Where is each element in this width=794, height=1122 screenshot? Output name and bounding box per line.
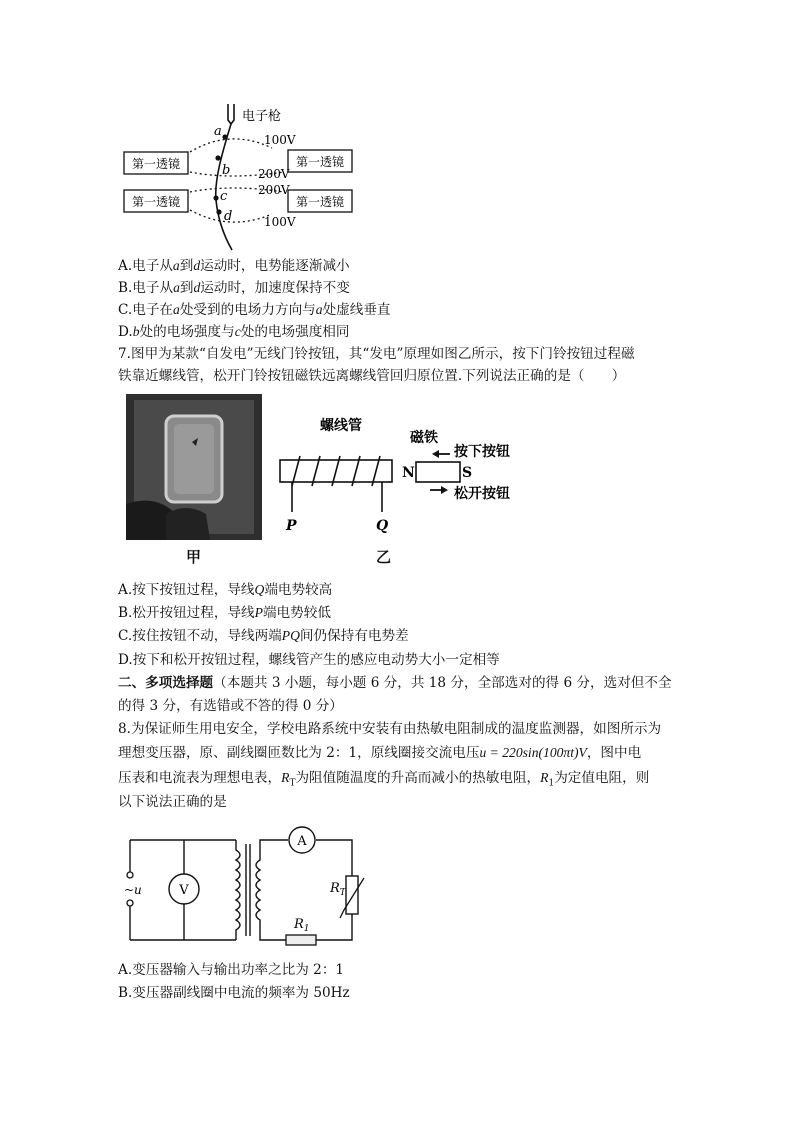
release-button-label: 松开按钮 bbox=[454, 486, 510, 502]
coil-magnet-figure bbox=[270, 400, 540, 536]
magnet-label: 磁铁 bbox=[410, 430, 438, 446]
q6-option-a: A.电子从a到d运动时，电势能逐渐减小 bbox=[118, 258, 350, 274]
point-d-label: d bbox=[224, 209, 233, 224]
voltage-200-upper: 200V bbox=[258, 167, 290, 181]
point-b-label: b bbox=[222, 163, 231, 178]
q8-stem-line1: 8.为保证师生用电安全，学校电路系统中安装有由热敏电阻制成的温度监测器，如图所示为 bbox=[118, 721, 662, 737]
q7-stem-line2: 铁靠近螺线管，松开门铃按钮磁铁远离螺线管回归原位置.下列说法正确的是（ ） bbox=[118, 368, 626, 384]
electron-lens-figure bbox=[118, 100, 368, 252]
lead-q-label: Q bbox=[376, 518, 389, 534]
n-pole-label: N bbox=[402, 465, 415, 481]
figure-b-caption: 乙 bbox=[376, 548, 392, 566]
voltage-200-lower: 200V bbox=[258, 183, 290, 197]
q8-option-a: A.变压器输入与输出功率之比为 2：1 bbox=[118, 962, 345, 978]
q6-option-b: B.电子从a到d运动时，加速度保持不变 bbox=[118, 280, 350, 296]
ammeter-label: A bbox=[297, 834, 307, 849]
voltage-100-bottom: 100V bbox=[264, 215, 296, 229]
doorbell-photo bbox=[126, 394, 262, 540]
section2-title: 二、多项选择题 bbox=[118, 675, 214, 691]
voltage-equation: u = 220sin(100πt)V bbox=[479, 745, 587, 760]
q7-stem-line1: 7.图甲为某款“自发电”无线门铃按钮，其“发电”原理如图乙所示，按下门铃按钮过程磁 bbox=[118, 346, 635, 362]
transformer-circuit-figure bbox=[120, 822, 370, 950]
point-c-label: c bbox=[220, 189, 228, 204]
lens-label-bottom-right: 第一透镜 bbox=[295, 195, 345, 209]
section2-heading: 二、多项选择题（本题共 3 小题，每小题 6 分，共 18 分，全部选对的得 6 分，选对但不全 bbox=[118, 675, 672, 691]
s-pole-label: S bbox=[462, 465, 473, 481]
q7-option-d: D.按下和松开按钮过程，螺线管产生的感应电动势大小一定相等 bbox=[118, 652, 500, 668]
q7-option-b: B.松开按钮过程，导线P端电势较低 bbox=[118, 605, 331, 621]
lens-label-bottom-left: 第一透镜 bbox=[131, 195, 181, 209]
point-a-label: a bbox=[214, 124, 222, 139]
section2-desc: 的得 3 分，有选错或不答的得 0 分） bbox=[118, 698, 343, 714]
source-label: ~u bbox=[124, 883, 142, 897]
q8-stem-line4: 以下说法正确的是 bbox=[118, 794, 227, 810]
q7-option-c: C.按住按钮不动，导线两端PQ间仍保持有电势差 bbox=[118, 628, 409, 644]
voltage-100-top: 100V bbox=[264, 133, 296, 147]
q8-stem-line3: 压表和电流表为理想电表，$R_T$为阻值随温度的升高而减小的热敏电阻，$R_1$为定值电阻，则 bbox=[118, 770, 650, 789]
resistor-label: $R_1$ bbox=[294, 917, 310, 934]
lens-label-top-left: 第一透镜 bbox=[131, 157, 181, 171]
q7-option-a: A.按下按钮过程，导线Q端电势较高 bbox=[118, 582, 333, 598]
electron-gun-label: 电子枪 bbox=[242, 109, 282, 124]
q8-stem-line2: 理想变压器，原、副线圈匝数比为 2：1，原线圈接交流电压u = 220sin(100πt)V，图中电 bbox=[118, 745, 642, 761]
lens-label-top-right: 第一透镜 bbox=[295, 155, 345, 169]
lead-p-label: P bbox=[286, 518, 297, 534]
figure-a-caption: 甲 bbox=[186, 548, 202, 566]
q8-option-b: B.变压器副线圈中电流的频率为 50Hz bbox=[118, 985, 350, 1001]
voltmeter-label: V bbox=[179, 883, 189, 898]
q6-option-c: C.电子在a处受到的电场力方向与a处虚线垂直 bbox=[118, 302, 391, 318]
press-button-label: 按下按钮 bbox=[454, 444, 510, 460]
coil-label: 螺线管 bbox=[320, 418, 362, 434]
q6-option-d: D.b处的电场强度与c处的电场强度相同 bbox=[118, 324, 350, 340]
thermistor-label: $R_T$ bbox=[330, 881, 346, 898]
